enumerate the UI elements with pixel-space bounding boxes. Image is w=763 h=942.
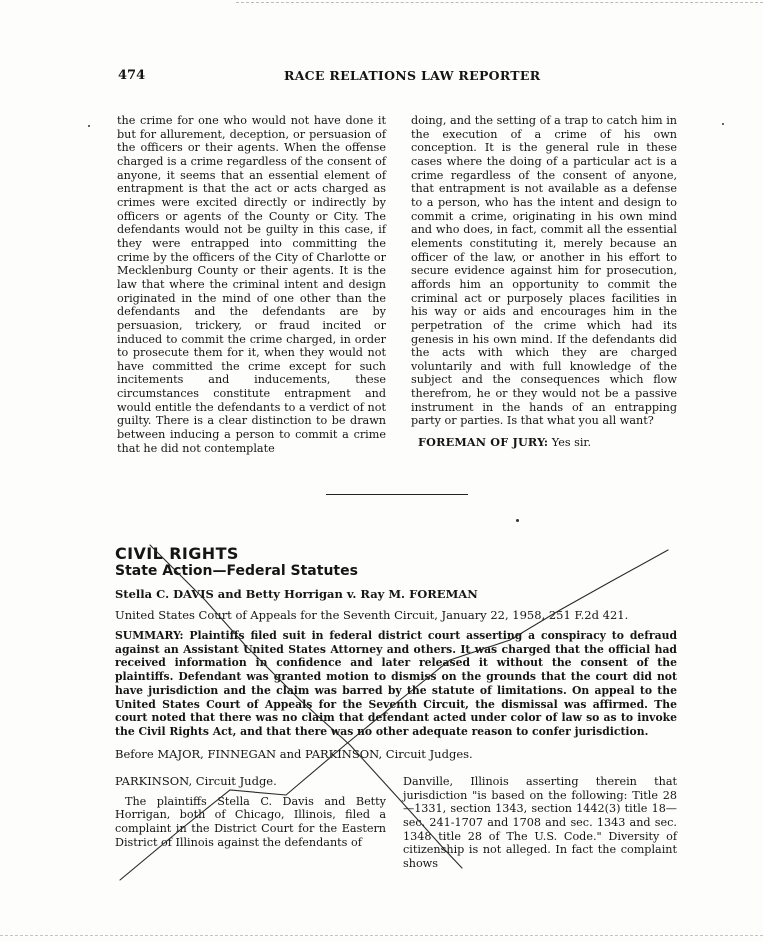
bottom-scan-border xyxy=(0,935,763,936)
diagonal-strike-line xyxy=(150,545,462,868)
upper-right-text: doing, and the setting of a trap to catch him in the execution of a crime of his own conception. It is the general rule in these cases where the doing of a particular act is a crime regardless of the consent of anyone, that entrapment is not available as a defense to a person, who has the intent and design to commit a crime, originating in his own mind and who does, in fact, commit all the essential elements constituting it, merely because an officer of the law, or another in his effort to secure evidence against him for prosecution, affords him an opportunity to commit the criminal act or purposely places facilities in his way or aids and encourages him in the perpetration of the crime which had its genesis in his own mind. If the defendants did the acts with which they are charged voluntarily and with full knowledge of the subject and the consequences which flow therefrom, he or they would not be a passive instrument in the hands of an entrapping party or parties. Is that what you all want? xyxy=(411,114,677,428)
upper-left-text: the crime for one who would not have done it but for allurement, deception, or persuasion of the officers or their agents. When the offense charged is a crime regardless of the consent of anyone, it seems that an essential element of entrapment is that the act or acts charged as crimes were excited directly or indirectly by officers or agents of the County or City. The defendants would not be guilty in this case, if they were entrapped into committing the crime by the officers of the City of Charlotte or Mecklenburg County or their agents. It is the law that where the criminal intent and design originated in the mind of one other than the defendants and the defendants are by persuasion, trickery, or fraud incited or induced to commit the crime charged, in order to prosecute them for it, when they would not have committed the crime except for such incitements and inducements, these circumstances constitute entrapment and would entitle the defendants to a verdict of not guilty. There is a clear distinction to be drawn between inducing a person to commit a crime that he did not contemplate xyxy=(117,114,386,455)
summary-label: SUMMARY: xyxy=(115,629,184,642)
running-title: RACE RELATIONS LAW REPORTER xyxy=(284,68,541,83)
summary-text: Plaintiffs filed suit in federal district court asserting a conspiracy to defraud against an Assistant United States Attorney and others. It was charged that the official had received information in confidence and later released it without the consent of the plaintiffs. Defendant was granted motion to dismiss on the grounds that the court did not have jurisdiction and the claim was barred by the statute of limitations. On appeal to the United States Court of Appeals for the Seventh Circuit, the dismissal was affirmed. The court noted that there was no claim that defendant acted under color of law so as to invoke the Civil Rights Act, and that there was no other adequate reason to confer jurisdiction. xyxy=(115,629,677,738)
diagonal-strike-line xyxy=(510,550,668,640)
foreman-label: FOREMAN OF JURY: xyxy=(418,435,549,450)
bench-line: Before MAJOR, FINNEGAN and PARKINSON, Circuit Judges. xyxy=(115,747,473,761)
foreman-reply: Yes sir. xyxy=(551,436,592,450)
page-number: 474 xyxy=(118,68,146,83)
case-title: Stella C. DAVIS and Betty Horrigan v. Ray M. FOREMAN xyxy=(115,587,478,601)
section-subheading: State Action—Federal Statutes xyxy=(115,563,358,579)
section-heading: CIVIL RIGHTS xyxy=(115,544,239,563)
opinion-left-text: The plaintiffs Stella C. Davis and Betty Horrigan, both of Chicago, Illinois, filed a complaint in the District Court for the Eastern District of Illinois against the defendants of xyxy=(115,794,386,849)
diagonal-strike-line xyxy=(120,790,286,880)
court-citation: United States Court of Appeals for the Seventh Circuit, January 22, 1958, 251 F.2d 421. xyxy=(115,608,629,622)
opinion-right-text: Danville, Illinois asserting therein that jurisdiction "is based on the following: Title 28—1331, section 1343, section 1442(3) title 18—sec. 241-1707 and 1708 and sec. 1343 and sec. 1348 title 28 of The U.S. Code." Diversity of citizenship is not alleged. In fact the complaint shows xyxy=(403,775,677,870)
opinion-judge: PARKINSON, Circuit Judge. xyxy=(115,774,277,788)
